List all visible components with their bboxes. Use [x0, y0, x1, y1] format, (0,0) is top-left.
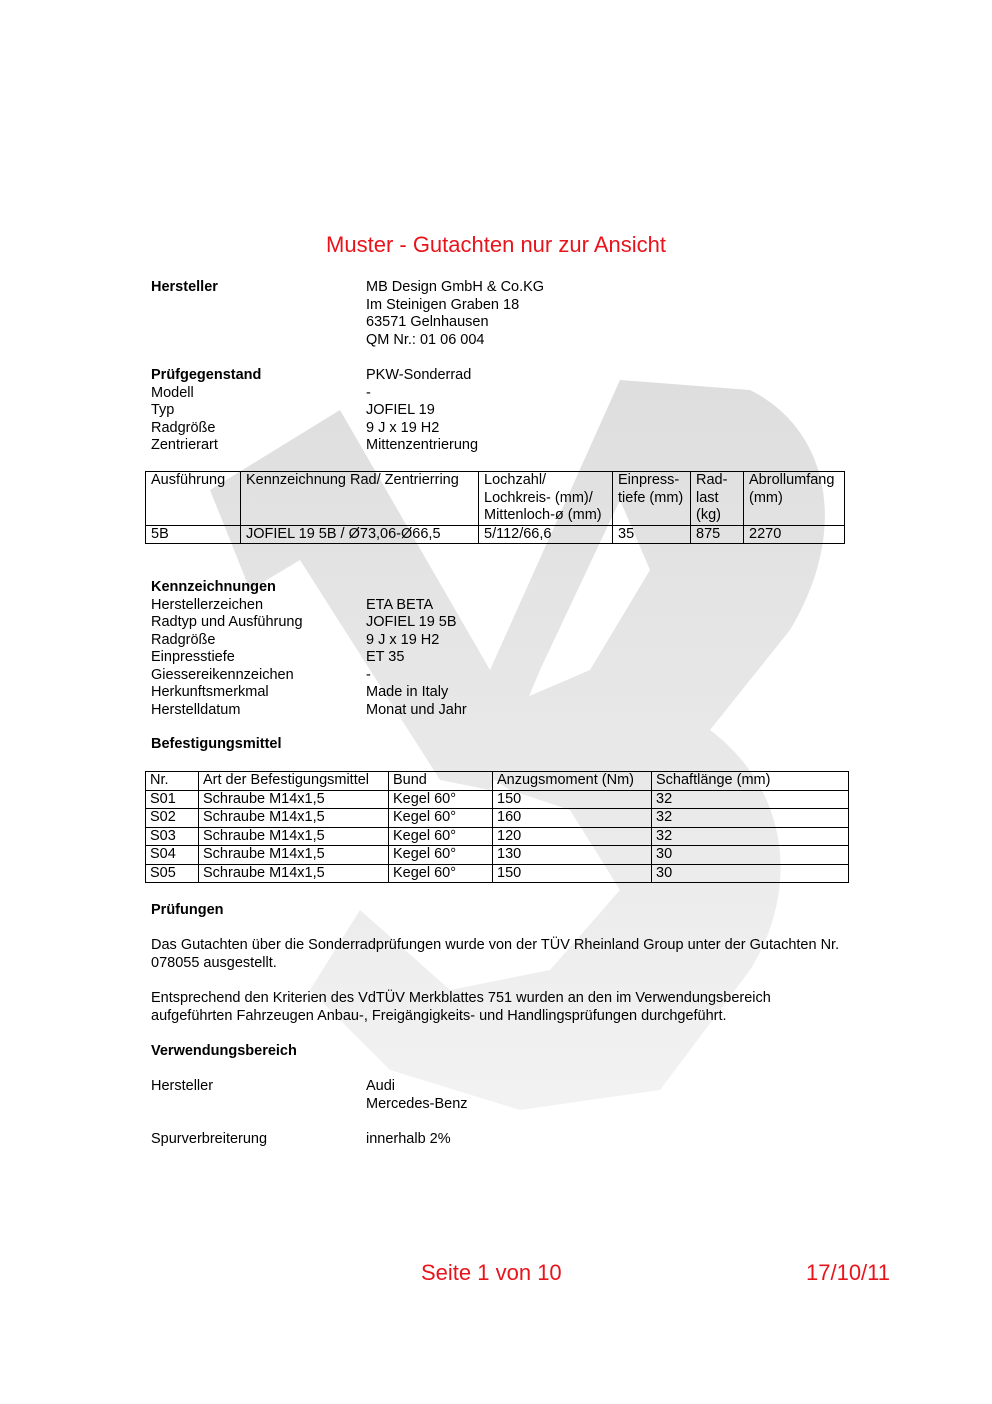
track-label: Spurverbreiterung — [151, 1131, 268, 1147]
table-cell: 32 — [652, 827, 849, 846]
table-cell: Kegel 60° — [389, 790, 493, 809]
usage-manufacturers — [151, 1078, 468, 1113]
test-object-block — [151, 367, 478, 455]
track-widening — [151, 1131, 451, 1149]
table-cell: S04 — [146, 846, 199, 865]
field-value: ET 35 — [366, 649, 405, 665]
field-value: JOFIEL 19 — [366, 402, 435, 418]
manufacturer-street: Im Steinigen Graben 18 — [366, 296, 520, 313]
table-row — [146, 864, 849, 883]
table-cell: Schraube M14x1,5 — [199, 790, 389, 809]
table-cell: Schraube M14x1,5 — [199, 846, 389, 865]
table-cell: 5B — [146, 525, 241, 544]
test-object-heading: Prüfgegenstand — [151, 367, 262, 383]
table-cell: 130 — [493, 846, 652, 865]
manufacturer-city: 63571 Gelnhausen — [366, 314, 489, 330]
table-cell: S01 — [146, 790, 199, 809]
table-cell: S05 — [146, 864, 199, 883]
field-value: - — [366, 384, 371, 401]
table-header: Bund — [389, 772, 493, 791]
table-cell: 30 — [652, 864, 849, 883]
track-value: innerhalb 2% — [366, 1131, 451, 1147]
table-header: Art der Befestigungsmittel — [199, 772, 389, 791]
table-header: Rad- last (kg) — [691, 472, 744, 526]
field-label: Radgröße — [151, 419, 216, 436]
field-label: Typ — [151, 402, 175, 418]
tests-paragraph-1: Das Gutachten über die Sonderradprüfungen wurde von der TÜV Rheinland Group unter der Gutachten Nr. 078055 ausgestellt. — [151, 937, 840, 971]
table-cell: Kegel 60° — [389, 827, 493, 846]
field-label: Herstelldatum — [151, 701, 241, 718]
table-cell: 2270 — [744, 525, 845, 544]
field-value: - — [366, 666, 371, 683]
table-cell: 5/112/66,6 — [479, 525, 613, 544]
page-title: Muster - Gutachten nur zur Ansicht — [326, 232, 666, 257]
table-cell: Schraube M14x1,5 — [199, 864, 389, 883]
wheel-table — [145, 471, 845, 544]
table-header: Lochzahl/ Lochkreis- (mm)/ Mittenloch-ø (mm) — [479, 472, 613, 526]
test-object-value: PKW-Sonderrad — [366, 367, 472, 383]
document-date: 17/10/11 — [806, 1260, 891, 1285]
tests-paragraph-2: Entsprechend den Kriterien des VdTÜV Merkblattes 751 wurden an den im Verwendungsbereich aufgeführten Fahrzeugen Anbau-, Freigängigkeits- und Handlingsprüfungen durchgeführt. — [151, 990, 771, 1024]
table-header-row — [146, 772, 849, 791]
table-row — [146, 827, 849, 846]
field-label: Herstellerzeichen — [151, 596, 264, 613]
tests-heading: Prüfungen — [151, 902, 224, 918]
field-label: Einpresstiefe — [151, 649, 235, 665]
table-header: Ausführung — [146, 472, 241, 526]
table-row — [146, 790, 849, 809]
table-header: Schaftlänge (mm) — [652, 772, 849, 791]
usage-manufacturer: Audi — [366, 1078, 396, 1094]
table-cell: Kegel 60° — [389, 864, 493, 883]
table-row — [146, 846, 849, 865]
table-header: Anzugsmoment (Nm) — [493, 772, 652, 791]
field-value: Made in Italy — [366, 684, 449, 700]
markings-block — [151, 579, 467, 719]
table-header-row — [146, 472, 845, 526]
field-label: Radtyp und Ausführung — [151, 614, 303, 630]
usage-manufacturer-label: Hersteller — [151, 1078, 214, 1094]
field-value: ETA BETA — [366, 596, 434, 613]
field-label: Radgröße — [151, 631, 216, 648]
manufacturer-label: Hersteller — [151, 279, 218, 295]
table-cell: 160 — [493, 809, 652, 828]
table-cell: 32 — [652, 809, 849, 828]
table-cell: 120 — [493, 827, 652, 846]
table-cell: Schraube M14x1,5 — [199, 827, 389, 846]
table-header: Kennzeichnung Rad/ Zentrierring — [241, 472, 479, 526]
table-cell: 875 — [691, 525, 744, 544]
table-cell: Kegel 60° — [389, 846, 493, 865]
field-label: Giessereikennzeichen — [151, 666, 294, 683]
field-value: Mittenzentrierung — [366, 437, 479, 453]
field-value: 9 J x 19 H2 — [366, 631, 440, 648]
table-header: Einpress- tiefe (mm) — [613, 472, 691, 526]
field-label: Zentrierart — [151, 437, 218, 453]
markings-heading: Kennzeichnungen — [151, 579, 276, 595]
field-label: Modell — [151, 384, 194, 401]
field-value: 9 J x 19 H2 — [366, 419, 440, 436]
table-cell: 30 — [652, 846, 849, 865]
usage-manufacturer: Mercedes-Benz — [366, 1095, 468, 1112]
manufacturer-block — [151, 279, 544, 349]
manufacturer-qm: QM Nr.: 01 06 004 — [366, 331, 485, 348]
table-cell: 32 — [652, 790, 849, 809]
field-value: JOFIEL 19 5B — [366, 614, 457, 630]
table-cell: S03 — [146, 827, 199, 846]
fasteners-table — [145, 771, 849, 883]
table-header: Nr. — [146, 772, 199, 791]
table-cell: S02 — [146, 809, 199, 828]
table-cell: 150 — [493, 864, 652, 883]
table-cell: 150 — [493, 790, 652, 809]
table-row — [146, 525, 845, 544]
table-cell: JOFIEL 19 5B / Ø73,06-Ø66,5 — [241, 525, 479, 544]
page-number: Seite 1 von 10 — [421, 1260, 562, 1285]
field-label: Herkunftsmerkmal — [151, 684, 269, 700]
table-row — [146, 809, 849, 828]
table-cell: Kegel 60° — [389, 809, 493, 828]
fasteners-heading: Befestigungsmittel — [151, 736, 282, 752]
table-header: Abrollumfang (mm) — [744, 472, 845, 526]
field-value: Monat und Jahr — [366, 701, 467, 718]
manufacturer-name: MB Design GmbH & Co.KG — [366, 279, 545, 295]
usage-heading: Verwendungsbereich — [151, 1043, 297, 1059]
table-cell: Schraube M14x1,5 — [199, 809, 389, 828]
table-cell: 35 — [613, 525, 691, 544]
